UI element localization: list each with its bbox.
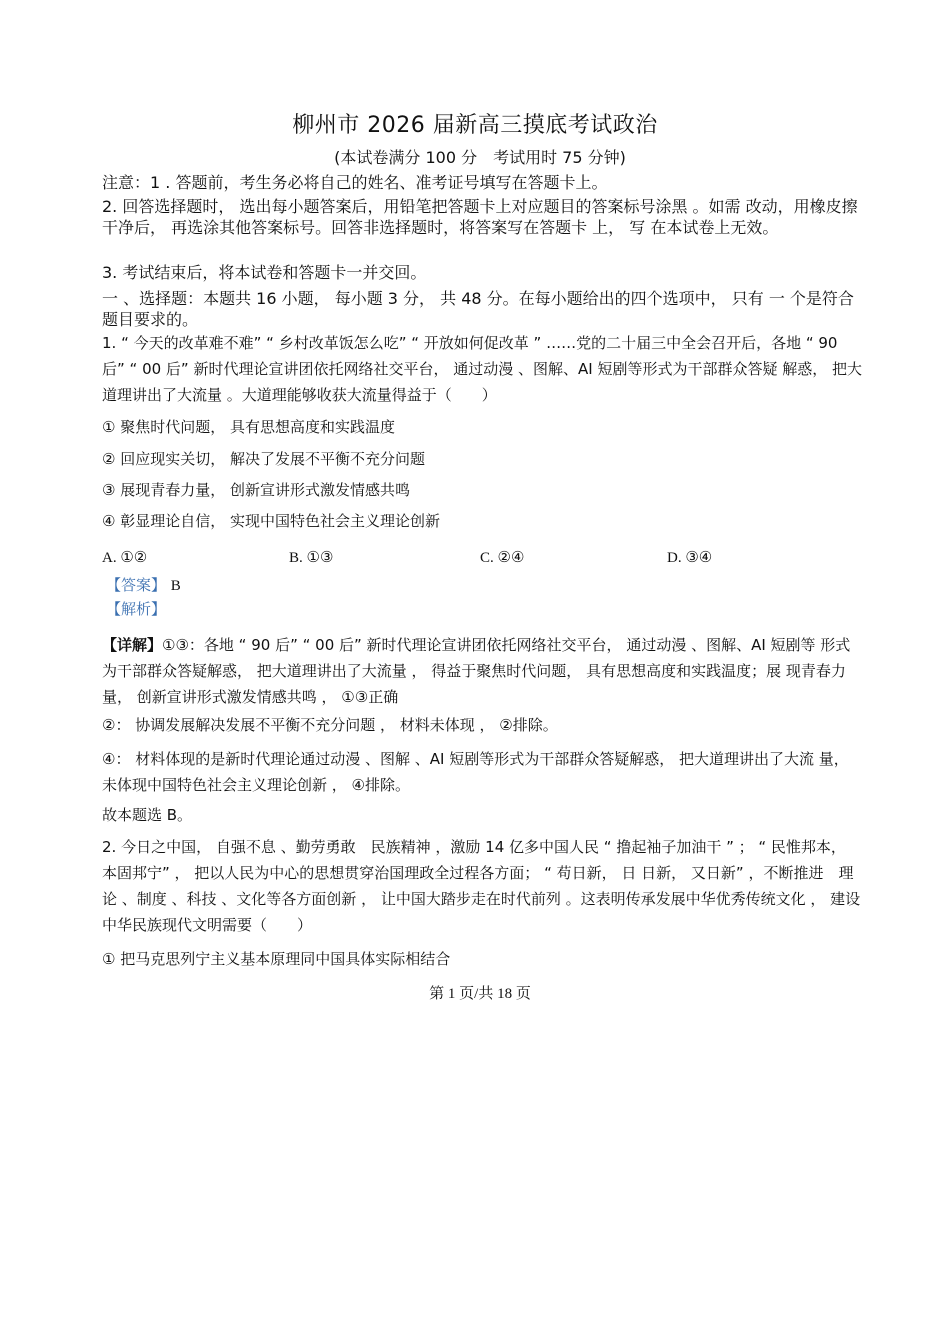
question-1-item-2: ② 回应现实关切， 解决了发展不平衡不充分问题: [102, 450, 425, 468]
page-footer: 第 1 页/共 18 页: [429, 986, 531, 1002]
detail-point-4: ④： 材料体现的是新时代理论通过动漫 、图解 、AI 短剧等形式为干部群众答疑解惑， 把大道理讲出了大流 量， 未体现中国特色社会主义理论创新 ， ④排除。: [102, 750, 849, 794]
note-1: 注意：1 . 答题前，考生务必将自己的姓名、准考证号填写在答题卡上。: [102, 173, 608, 192]
document-title: 柳州市 2026 届新高三摸底考试政治: [292, 113, 658, 138]
question-1-item-3: ③ 展现青春力量， 创新宣讲形式激发情感共鸣: [102, 481, 410, 499]
question-2-stem: 2. 今日之中国， 自强不息 、勤劳勇敢 民族精神 ，激励 14 亿多中国人民 “ 撸起袖子加油干 ” ； “ 民惟邦本， 本固邦宁” ， 把以人民为中心的思想贯穿治国理政全过程各方面； “ 苟日新， 日 日新， 又日新” ，不断推进 理论 、制度 、科技 、文化等各方面创新 ， 让中国大踏步走在时代前列 。这表明传承发展中华优秀传统文化 ， 建设中华民族现代文明需要（ ）: [102, 838, 861, 934]
detail-text: ①③：各地 “ 90 后” “ 00 后” 新时代理论宣讲团依托网络社交平台， 通过动漫 、图解、AI 短剧等 形式为干部群众答疑解惑， 把大道理讲出了大流量 ， 得益于聚焦时代问题， 具有思想高度和实践温度；展 现青春力量， 创新宣讲形式激发情感共鸣 ， ①③正确: [102, 636, 851, 706]
answer-label: 【答案】: [106, 576, 167, 594]
detail-point-2: ②： 协调发展解决发展不平衡不充分问题 ， 材料未体现 ， ②排除。: [102, 716, 558, 734]
question-1-stem: 1. “ 今天的改革难不难” “ 乡村改革饭怎么吃” “ 开放如何促改革 ” ……党的二十届三中全会召开后，各地 “ 90 后” “ 00 后” 新时代理论宣讲团依托网络社交平台， 通过动漫 、图解、AI 短剧等形式为干部群众答疑 解惑， 把大道理讲出了大流量 。大道理能够收获大流量得益于（ ）: [102, 334, 863, 404]
option-d: D. ③④: [667, 550, 713, 566]
section-heading: 一 、选择题：本题共 16 小题， 每小题 3 分， 共 48 分。在每小题给出的四个选项中， 只有 一 个是符合题目要求的。: [102, 289, 854, 329]
question-1-options: [102, 548, 862, 570]
answer-line: [106, 574, 866, 597]
conclusion: 故本题选 B。: [102, 806, 193, 824]
question-2-item-1: ① 把马克思列宁主义基本原理同中国具体实际相结合: [102, 950, 451, 968]
answer-value: B: [170, 578, 181, 594]
question-1-item-1: ① 聚焦时代问题， 具有思想高度和实践温度: [102, 418, 395, 436]
option-b: B. ①③: [289, 550, 334, 566]
detail-paragraph: [102, 632, 862, 710]
detail-label: 【详解】: [102, 636, 163, 654]
document-subtitle: (本试卷满分 100 分 考试用时 75 分钟): [334, 148, 626, 167]
analysis-label: 【解析】: [106, 600, 167, 618]
question-1-item-4: ④ 彰显理论自信， 实现中国特色社会主义理论创新: [102, 512, 440, 530]
option-a: A. ①②: [102, 550, 148, 566]
note-2: 2. 回答选择题时， 选出每小题答案后，用铅笔把答题卡上对应题目的答案标号涂黑 。如需 改动，用橡皮擦干净后， 再选涂其他答案标号。回答非选择题时，将答案写在答题卡 上， 写 在本试卷上无效。: [102, 197, 858, 237]
note-3: 3. 考试结束后，将本试卷和答题卡一并交回。: [102, 263, 427, 282]
option-c: C. ②④: [480, 550, 525, 566]
